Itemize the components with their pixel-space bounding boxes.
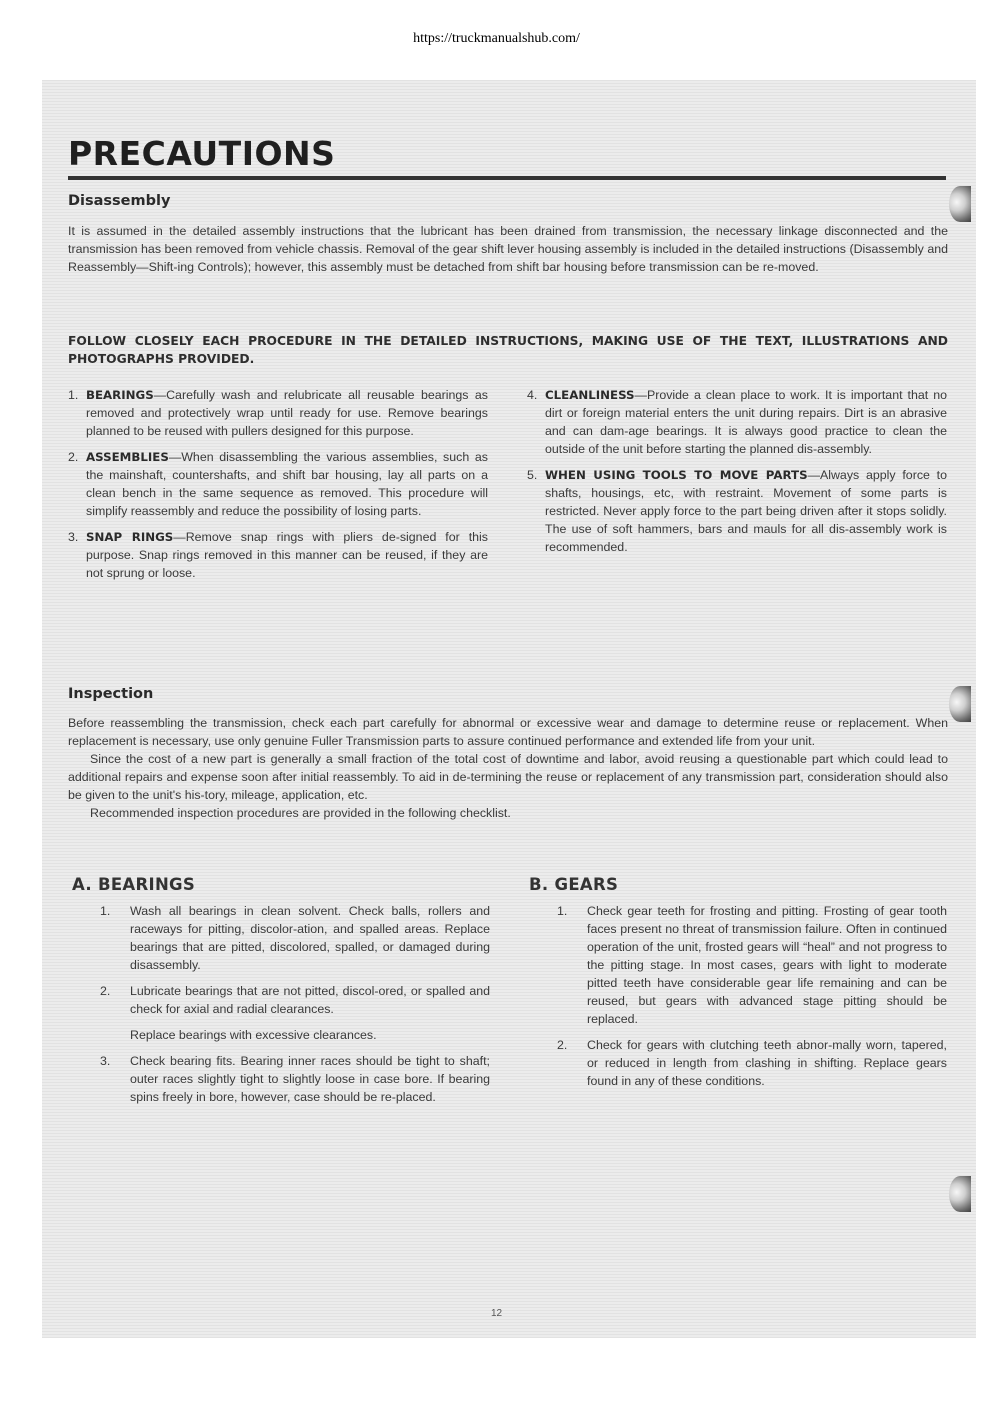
gears-check-item [529, 1036, 947, 1090]
item-number: 2. [100, 984, 111, 998]
item-text: Check gear teeth for frosting and pitting. Frosting of gear tooth faces present no threat of transmission failure. Often in continued operation of the unit, frosted gears will “heal” and not progress to the pitting stage. In most cases, gears with light to moderate pitted teeth have considerable gear life remaining and can be reused, but gears with advanced stage pitting should be replaced. [587, 904, 947, 1026]
item-text: —Carefully wash and relubricate all reusable bearings as removed and protectively wrap until ready for use. Remove bearings planned to be reused with pullers designed for this purpose. [86, 388, 488, 438]
item-text: Lubricate bearings that are not pitted, discol-ored, or spalled and check for axial and radial clearances. [130, 984, 490, 1016]
section-tab-marker [949, 686, 971, 722]
gears-checklist [529, 902, 947, 1098]
bearings-checklist [72, 902, 490, 1114]
item-number: 2. [557, 1038, 568, 1052]
section-tab-marker [949, 186, 971, 222]
item-number: 1. [557, 904, 568, 918]
disassembly-column-right [527, 386, 947, 564]
item-text: Check bearing fits. Bearing inner races should be tight to shaft; outer races slightly tight to slightly loose in case bore. If bearing spins freely in bore, however, case should be re-placed. [130, 1054, 490, 1104]
item-title: SNAP RINGS [86, 530, 174, 544]
title-rule [68, 176, 946, 180]
procedure-notice: FOLLOW CLOSELY EACH PROCEDURE IN THE DETAILED INSTRUCTIONS, MAKING USE OF THE TEXT, ILLUSTRATIONS AND PHOTOGRAPHS PROVIDED. [68, 334, 948, 366]
bearings-check-item [72, 982, 490, 1018]
item-text: —Always apply force to shafts, housings, etc, with restraint. Movement of some parts is restricted. Never apply force to the part being driven after it stops solidly. The use of soft hammers, bars and mauls for all dis-assembly work is recommended. [545, 468, 947, 554]
item-number: 1. [100, 904, 111, 918]
disassembly-item-tools [527, 466, 947, 556]
item-title: WHEN USING TOOLS TO MOVE PARTS [545, 468, 808, 482]
item-title: ASSEMBLIES [86, 450, 169, 464]
gears-checklist-heading: B. GEARS [529, 875, 619, 894]
item-number: 1. [68, 388, 79, 402]
inspection-body [68, 714, 948, 822]
item-text: —When disassembling the various assemblies, such as the mainshaft, countershafts, and shift bar housing, lay all parts on a clean bench in the same sequence as removed. This procedure will simplify reassembly and reduce the possibility of losing parts. [86, 450, 488, 518]
disassembly-item-bearings [68, 386, 488, 440]
disassembly-item-assemblies [68, 448, 488, 520]
item-text: Wash all bearings in clean solvent. Check balls, rollers and raceways for pitting, discolor-ation, and spalled areas. Replace bearings that are pitted, discolored, spalled, or damaged during disassembly. [130, 904, 490, 972]
item-number: 2. [68, 450, 79, 464]
item-number: 3. [68, 530, 79, 544]
item-title: BEARINGS [86, 388, 154, 402]
disassembly-heading: Disassembly [68, 193, 171, 209]
disassembly-item-snap-rings [68, 528, 488, 582]
bearings-check-item [72, 1052, 490, 1106]
inspection-paragraph: Before reassembling the transmission, check each part carefully for abnormal or excessive wear and damage to determine reuse or replacement. When replacement is necessary, use only genuine Fuller Transmission parts to assure continued performance and extended life from your unit. [68, 716, 948, 748]
bearings-check-item [72, 902, 490, 974]
item-text: Check for gears with clutching teeth abnor-mally worn, tapered, or reduced in length from clashing in shifting. Replace gears found in any of these conditions. [587, 1038, 947, 1088]
item-title: CLEANLINESS [545, 388, 635, 402]
item-number: 3. [100, 1054, 111, 1068]
gears-check-item [529, 902, 947, 1028]
inspection-paragraph: Since the cost of a new part is generally a small fraction of the total cost of downtime and labor, avoid reusing a questionable part which could lead to additional repairs and expense soon after initial reassembly. To aid in de-termining the reuse or replacement of any transmission part, consideration should also be given to the unit's his-tory, mileage, application, etc. [68, 752, 948, 802]
source-url: https://truckmanualshub.com/ [413, 31, 580, 46]
inspection-paragraph: Recommended inspection procedures are provided in the following checklist. [90, 806, 511, 820]
section-tab-marker [949, 1176, 971, 1212]
disassembly-intro: It is assumed in the detailed assembly instructions that the lubricant has been drained from transmission, the necessary linkage disconnected and the transmission has been removed from vehicle chassis. Removal of the gear shift lever housing assembly is included in the detailed instructions (Disassembly and Reassembly—Shift-ing Controls); however, this assembly must be detached from shift bar housing before transmission can be re-moved. [68, 224, 948, 274]
disassembly-column-left [68, 386, 488, 590]
item-number: 4. [527, 388, 538, 402]
item-number: 5. [527, 468, 538, 482]
bearings-check-note: Replace bearings with excessive clearances. [130, 1028, 377, 1042]
item-text: —Remove snap rings with pliers de-signed for this purpose. Snap rings removed in this manner can be reused, if they are not sprung or loose. [86, 530, 488, 580]
inspection-heading: Inspection [68, 686, 154, 702]
bearings-checklist-heading: A. BEARINGS [72, 875, 196, 894]
disassembly-item-cleanliness [527, 386, 947, 458]
page-number: 12 [490, 1308, 503, 1319]
page-title: PRECAUTIONS [68, 134, 336, 173]
item-text: —Provide a clean place to work. It is important that no dirt or foreign material enters the unit during repairs. Dirt is an abrasive and can dam-age bearings. It is always good practice to clean the outside of the unit before starting the planned dis-assembly. [545, 388, 947, 456]
